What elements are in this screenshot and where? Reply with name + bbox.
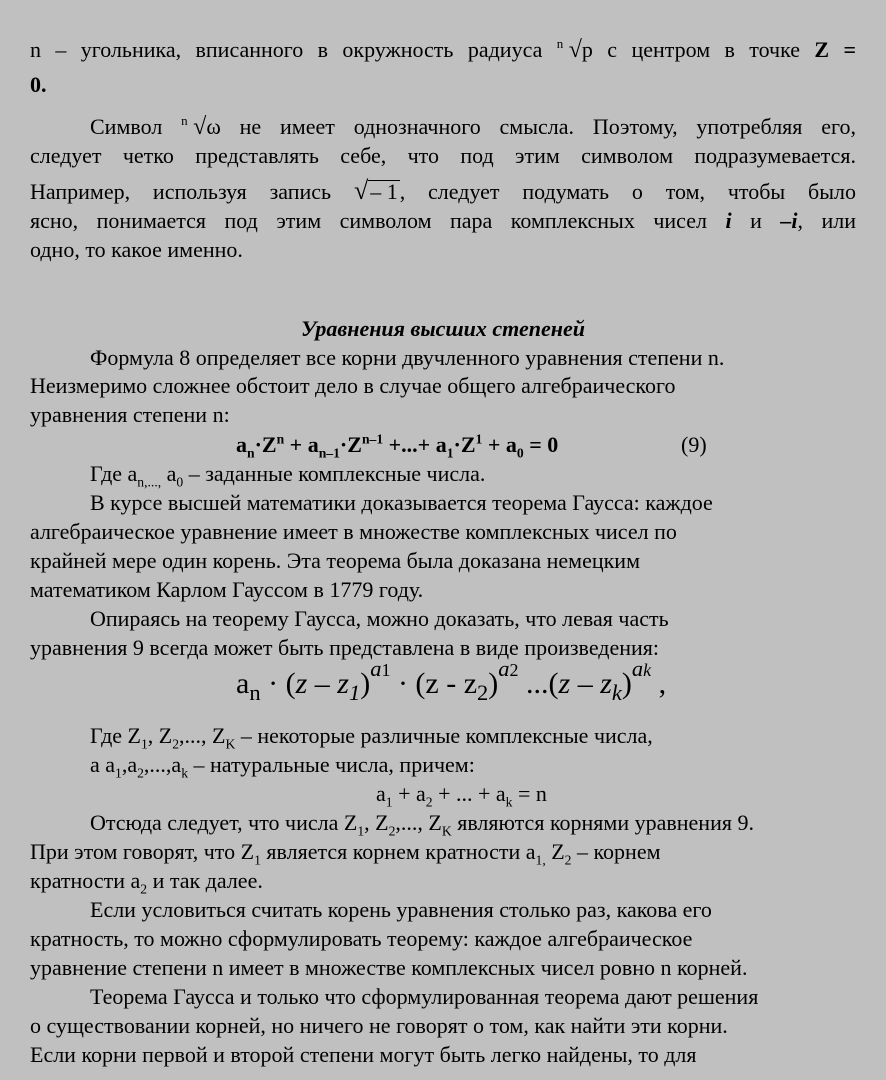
paragraph-7-line-3: $a_1 + a_2$ + ... + $a_k = n$ [376, 781, 547, 810]
paragraph-3-line-3: уравнения степени n: [30, 402, 230, 427]
paragraph-5-line-3: крайней мере один корень. Эта теорема была доказана немецким [30, 548, 640, 573]
paragraph-9-line-3: уравнение степени n имеет в множестве комплексных чисел ровно n корней. [30, 955, 748, 980]
paragraph-5-line-4: математиком Карлом Гауссом в 1779 году. [30, 577, 424, 602]
paragraph-3-line-2: Неизмеримо сложнее обстоит дело в случае общего алгебраического [30, 373, 676, 398]
sqrt-minus-one [353, 176, 400, 205]
paragraph-8-line-1: Отсюда следует, что числа $Z_1$, $Z_2$,..., $Z_K$ являются корнями уравнения 9. [90, 810, 754, 839]
root-index: n [181, 113, 188, 128]
radical-icon: √ [193, 114, 207, 140]
equation-number: (9) [681, 432, 707, 457]
text: n – угольника, вписанного в окружность радиуса [30, 37, 557, 62]
paragraph-7-line-2: а $a_1,a_2,...,a_k$ – натуральные числа, причем: [90, 752, 475, 781]
product-formula: $a_n \cdot (z - z_1)^{a1} \cdot (z - z_2)^{a2}$ $...(z - z_k)^{ak}$ , [236, 656, 667, 705]
paragraph-6-line-2: уравнения 9 всегда может быть представлена в виде произведения: [30, 635, 660, 660]
paragraph-8-line-2: При этом говорят, что $Z_1$ является корнем кратности $a_{1,}$ $Z_2$ – корнем [30, 839, 661, 868]
nth-root-p [557, 37, 593, 63]
paragraph-3-line-1: Формула 8 определяет все корни двучленного уравнения степени n. [90, 345, 725, 370]
text: Символ [90, 114, 182, 139]
paragraph-9-line-1: Если условиться считать корень уравнения столько раз, какова его [90, 897, 712, 922]
radicand: ω [206, 114, 221, 139]
paragraph-8-line-3: кратности $a_2$ и так далее. [30, 868, 263, 897]
text: Например, используя запись [30, 179, 354, 204]
neg-imag-unit: –i [780, 208, 798, 233]
equation-9: $a_n\cdot Z^n + a_{n-1}\cdot Z^{n-1}$ +...+ $a_1\cdot Z^1 + a_0 = 0$ [236, 431, 559, 461]
paragraph-10-line-2: о существовании корней, но ничего не говорят о том, как найти эти корни. [30, 1013, 728, 1038]
paragraph-2-line-2: следует четко представлять себе, что под этим символом подразумевается. [30, 143, 856, 168]
text: , следует подумать о том, чтобы было [399, 179, 856, 204]
paragraph-4-line-1: Где $a_{n,...,}$ $a_0$ – заданные комплексные числа. [90, 461, 486, 490]
paragraph-2-line-5: одно, то какое именно. [30, 237, 243, 262]
text: и [731, 208, 781, 233]
root-index: n [556, 36, 564, 51]
paragraph-9-line-2: кратность, то можно сформулировать теорему: каждое алгебраическое [30, 926, 693, 951]
paragraph-5-line-2: алгебраическое уравнение имеет в множестве комплексных чисел по [30, 519, 677, 544]
paragraph-6-line-1: Опираясь на теорему Гаусса, можно доказать, что левая часть [90, 606, 669, 631]
text: , или [797, 208, 856, 233]
nth-root-omega [181, 114, 221, 140]
paragraph-2-line-3 [30, 178, 856, 205]
radicand: – 1 [370, 179, 398, 204]
radical-icon: √ [568, 37, 582, 63]
text: ясно, понимается под этим символом пара комплексных чисел [30, 208, 726, 233]
section-heading: Уравнения высших степеней [300, 316, 585, 341]
paragraph-10-line-3: Если корни первой и второй степени могут быть легко найдены, то для [30, 1042, 697, 1067]
paragraph-10-line-1: Теорема Гаусса и только что сформулированная теорема дают решения [90, 984, 759, 1009]
paragraph-7-line-1: Где $Z_1$, $Z_2$,..., $Z_K$ – некоторые различные комплексные числа, [90, 723, 653, 752]
imag-unit: i [725, 208, 732, 233]
paragraph-2-line-1 [90, 114, 856, 140]
z-equals: Z = [814, 37, 856, 62]
radicand: p [581, 37, 593, 62]
paragraph-1-line-2: 0. [30, 72, 47, 97]
paragraph-5-line-1: В курсе высшей математики доказывается теорема Гаусса: каждое [90, 490, 713, 515]
radical-icon: √ [353, 176, 369, 205]
text: с центром в точке [592, 37, 815, 62]
paragraph-2-line-4 [30, 208, 856, 234]
paragraph-1-line-1 [30, 37, 856, 63]
text: не имеет однозначного смысла. Поэтому, употребляя его, [220, 114, 856, 139]
